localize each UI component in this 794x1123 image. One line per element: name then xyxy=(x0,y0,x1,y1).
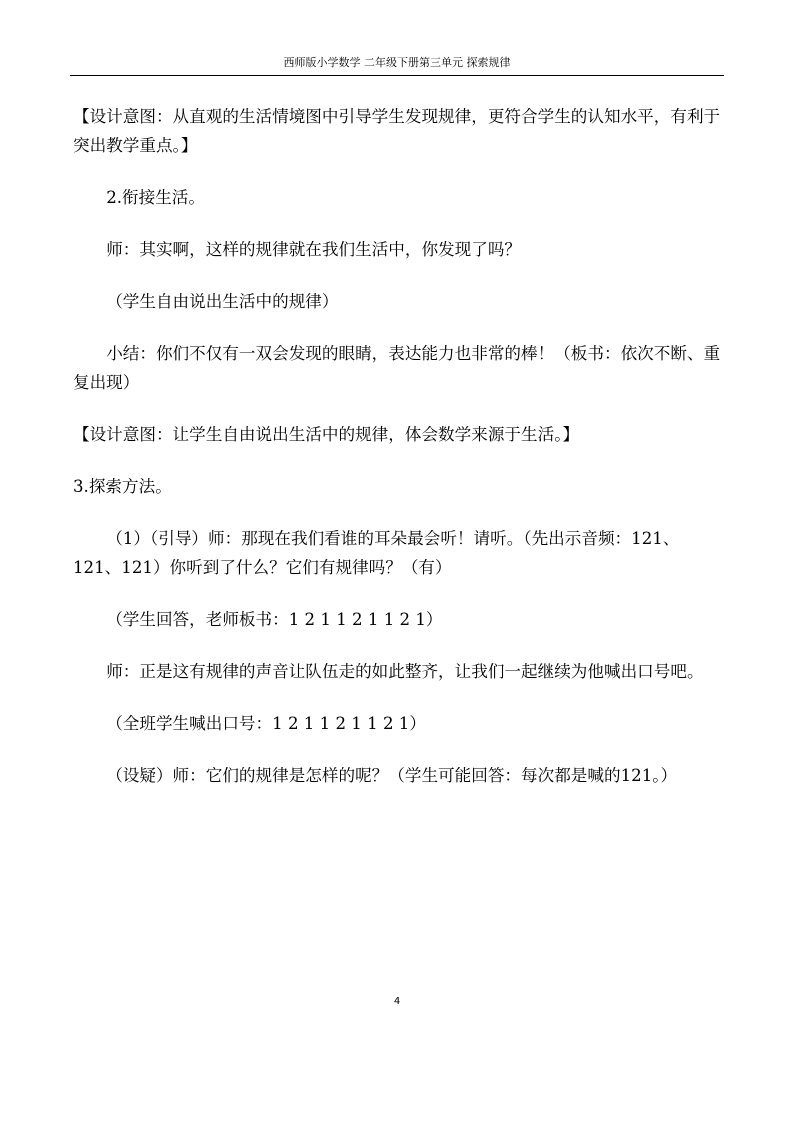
class-chant-paragraph: （全班学生喊出口号：1 2 1 1 2 1 1 2 1） xyxy=(106,714,426,733)
student-activity: （学生自由说出生活中的规律） xyxy=(106,292,339,311)
design-intent-note-1: 【设计意图：从直观的生活情境图中引导学生发现规律，更符合学生的认知水平，有利于突出教学重点。】 xyxy=(73,107,721,155)
page-number: 4 xyxy=(393,996,401,1007)
header-rule xyxy=(70,75,724,76)
design-intent-note-2: 【设计意图：让学生自由说出生活中的规律，体会数学来源于生活。】 xyxy=(73,425,580,444)
document-body xyxy=(73,102,721,813)
summary-paragraph: 小结：你们不仅有一双会发现的眼睛，表达能力也非常的棒！（板书：依次不断、重复出现） xyxy=(73,344,721,392)
teacher-question: 师：其实啊，这样的规律就在我们生活中，你发现了吗？ xyxy=(106,240,522,259)
board-writing-paragraph: （学生回答，老师板书：1 2 1 1 2 1 1 2 1） xyxy=(106,610,443,629)
section-heading-connect-life: 2.衔接生活。 xyxy=(106,188,205,207)
question-paragraph: （设疑）师：它们的规律是怎样的呢？（学生可能回答：每次都是喊的121。） xyxy=(106,766,678,785)
teacher-encouragement-paragraph: 师：正是这有规律的声音让队伍走的如此整齐，让我们一起继续为他喊出口号吧。 xyxy=(106,662,704,681)
guided-listening-paragraph: （1）（引导）师：那现在我们看谁的耳朵最会听！请听。（先出示音频：121、121、121）你听到了什么？它们有规律吗？（有） xyxy=(73,529,680,577)
page-header: 西师版小学数学 二年级下册第三单元 探索规律 xyxy=(283,56,511,69)
section-heading-explore-method: 3.探索方法。 xyxy=(73,477,172,496)
